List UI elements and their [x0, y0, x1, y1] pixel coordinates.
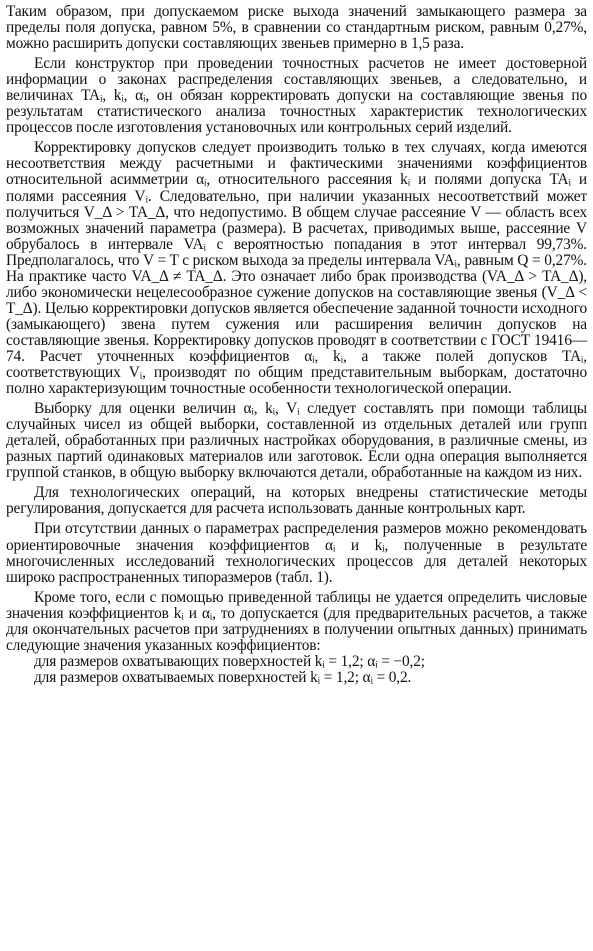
formula-enclosing-surfaces: для размеров охватывающих поверхностей kᵢ = 1,2; αᵢ = −0,2; [34, 652, 425, 670]
paragraph-recommended-coefficients: При отсутствии данных о параметрах распределения размеров можно рекомендовать ориентировочные значения коэффициентов αᵢ и kᵢ, полученные в результате многочисленных исследований технологических процессов для деталей некоторых широко распространенных типоразмеров (табл. 1). [6, 520, 587, 586]
paragraph-sample-selection: Выборку для оценки величин αᵢ, kᵢ, Vᵢ следует составлять при помощи таблицы случайных чисел из общей выборки, составленной из отдельных деталей или групп деталей, обработанных при различных настройках оборудования, в различные смены, из разных партий одинаковых материалов или заготовок. Если одна операция выполняется группой станков, в общую выборку включаются детали, обработанные на каждом из них. [6, 400, 587, 482]
paragraph-tolerance-expansion: Таким образом, при допускаемом риске выхода значений замыкающего размера за пределы поля допуска, равном 5%, в сравнении со стандартным риском, равным 0,27%, можно расширить допуски составляющих звеньев примерно в 1,5 раза. [6, 3, 587, 53]
paragraph-default-values: Кроме того, если с помощью приведенной таблицы не удается определить числовые значения коэффициентов kᵢ и αᵢ, то допускается (для предварительных расчетов, а также для окончательных расчетов при затруднениях в получении опытных данных) принимать следующие значения указанных коэффициентов: [6, 588, 587, 654]
paragraph-designer-correction: Если конструктор при проведении точностных расчетов не имеет достоверной информации о законах распределения составляющих звеньев, а следовательно, и величинах TAᵢ, kᵢ, αᵢ, он обязан корректировать допуски на составляющие звенья по результатам статистического анализа точностных характеристик технологических процессов после изготовления установочных или контрольных серий изделий. [6, 55, 587, 137]
formula-enclosed-surfaces: для размеров охватываемых поверхностей kᵢ = 1,2; αᵢ = 0,2. [34, 668, 412, 686]
paragraph-control-charts: Для технологических операций, на которых внедрены статистические методы регулирования, допускается для расчета использовать данные контрольных карт. [6, 484, 587, 518]
paragraph-correction-conditions: Корректировку допусков следует производить только в тех случаях, когда имеются несоответствия между расчетными и фактическими значениями коэффициентов относительной асимметрии αᵢ, относительного рассеяния kᵢ и полями допуска TAᵢ и полями рассеяния Vᵢ. Следовательно, при наличии указанных несоответствий может получиться V_Δ > TA_Δ, что недопустимо. В общем случае рассеяние V — область всех возможных значений параметра (размера). В расчетах, приводимых выше, рассеяние V обрубалось в интервале VAᵢ с вероятностью попадания в этот интервал 99,73%. Предполагалось, что V = T с риском выхода за пределы интервала VAᵢ, равным Q = 0,27%. На практике часто VA_Δ ≠ TA_Δ. Это означает либо брак производства (VA_Δ > TA_Δ), либо экономически нецелесообразное сужение допусков на составляющие звенья (V_Δ < T_Δ). Целью корректировки допусков является обеспечение заданной точности исходного (замыкающего) звена путем сужения или расширения величин допусков на составляющие звенья. Корректировку допусков проводят в соответствии с ГОСТ 19416—74. Расчет уточненных коэффициентов αᵢ, kᵢ, а также полей допусков TAᵢ, соответствующих Vᵢ, производят по общим представительным выборкам, достаточно полно характеризующим точностные особенности технологической операции. [6, 139, 587, 398]
